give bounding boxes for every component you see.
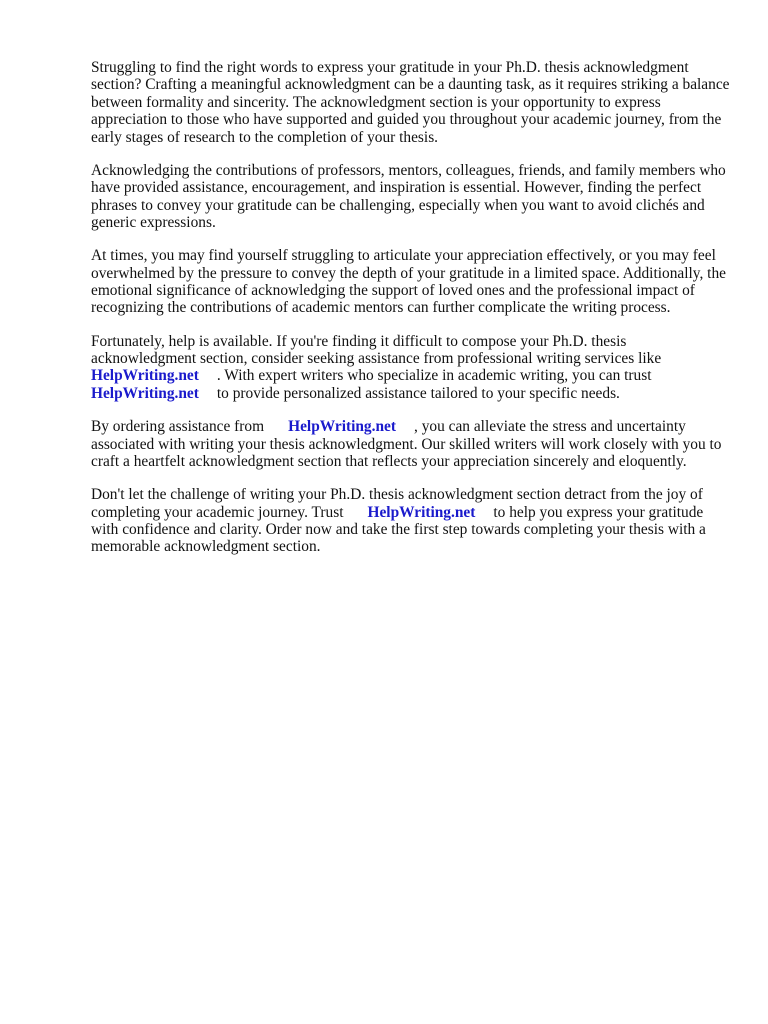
paragraph-closing-text-2: to help you express your gratitude with confidence and clarity. Order now and take the first step towards completing your thesis with a memorable acknowledgment section. [91,503,706,556]
paragraph-ordering-text-2: , you can alleviate the stress and uncertainty associated with writing your thesis acknowledgment. Our skilled writers will work closely with you to craft a heartfelt acknowledgment section that reflects your appreciation sincerely and eloquently. [91,418,722,470]
paragraph-closing [91,486,731,556]
paragraph-help-text-1: Fortunately, help is available. If you're finding it difficult to compose your Ph.D. thesis acknowledgment section, consider seeking assistance from professional writing services like [91,332,662,368]
helpwriting-link[interactable]: HelpWriting.net [288,418,396,436]
paragraph-closing-text-1: Don't let the challenge of writing your Ph.D. thesis acknowledgment section detract from the joy of completing your academic journey. Trust [91,486,703,521]
paragraph-help-text-2: . With expert writers who specialize in academic writing, you can trust [216,367,652,385]
paragraph-ordering-text-1: By ordering assistance from [91,418,265,436]
paragraph-struggles: At times, you may find yourself struggling to articulate your appreciation effectively, or you may feel overwhelmed by the pressure to convey the depth of your gratitude in a limited space. Additionally, the emotional significance of acknowledging the support of loved ones and the professional impact of recognizing the contributions of academic mentors can further complicate the writing process. [91,247,726,317]
paragraph-ordering [91,418,731,470]
helpwriting-link[interactable]: HelpWriting.net [367,503,476,521]
paragraph-help-available [91,333,731,403]
paragraph-help-text-3: to provide personalized assistance tailored to your specific needs. [216,384,620,402]
document-page [91,59,731,572]
paragraph-contributions: Acknowledging the contributions of professors, mentors, colleagues, friends, and family members who have provided assistance, encouragement, and inspiration is essential. However, finding the perfect phrases to convey your gratitude can be challenging, especially when you want to avoid clichés and generic expressions. [91,161,726,232]
helpwriting-link[interactable]: HelpWriting.net [91,367,199,385]
paragraph-intro: Struggling to find the right words to express your gratitude in your Ph.D. thesis acknowledgment section? Crafting a meaningful acknowledgment can be a daunting task, as it requires striking a balance between formality and sincerity. The acknowledgment section is your opportunity to express appreciation to those who have supported and guided you throughout your academic journey, from the early stages of research to the completion of your thesis. [91,59,730,146]
helpwriting-link[interactable]: HelpWriting.net [91,384,199,402]
